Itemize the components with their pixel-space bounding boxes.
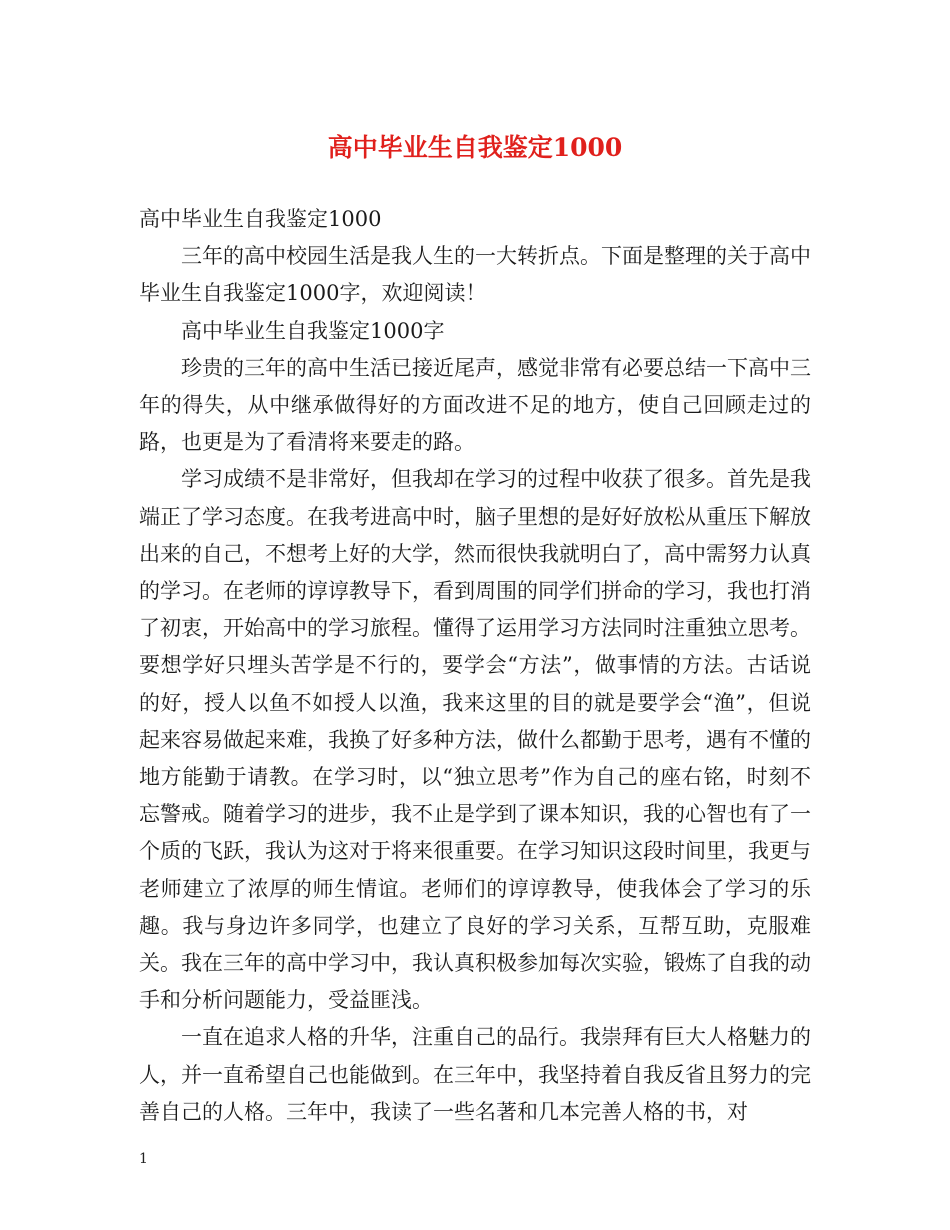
intro-paragraph: 三年的高中校园生活是我人生的一大转折点。下面是整理的关于高中毕业生自我鉴定1000字，欢迎阅读！ [139, 244, 811, 306]
body-paragraph: 珍贵的三年的高中生活已接近尾声，感觉非常有必要总结一下高中三年的得失，从中继承做得好的方面改进不足的地方，使自己回顾走过的路，也更是为了看清将来要走的路。 [139, 355, 811, 455]
body-paragraph: 学习成绩不是非常好，但我却在学习的过程中收获了很多。首先是我端正了学习态度。在我考进高中时，脑子里想的是好好放松从重压下解放出来的自己，不想考上好的大学，然而很快我就明白了，高中需努力认真的学习。在老师的谆谆教导下，看到周围的同学们拼命的学习，我也打消了初衷，开始高中的学习旅程。懂得了运用学习方法同时注重独立思考。要想学好只埋头苦学是不行的，要学会“方法”，做事情的方法。古话说的好，授人以鱼不如授人以渔，我来这里的目的就是要学会“渔”，但说起来容易做起来难，我换了好多种方法，做什么都勤于思考，遇有不懂的地方能勤于请教。在学习时，以“独立思考”作为自己的座右铭，时刻不忘警戒。随着学习的进步，我不止是学到了课本知识，我的心智也有了一个质的飞跃，我认为这对于将来很重要。在学习知识这段时间里，我更与老师建立了浓厚的师生情谊。老师们的谆谆教导，使我体会了学习的乐趣。我与身边许多同学，也建立了良好的学习关系，互帮互助，克服难关。我在三年的高中学习中，我认真积极参加每次实验，锻炼了自我的动手和分析问题能力，受益匪浅。 [139, 467, 811, 1013]
page-number: 1 [139, 1151, 148, 1167]
document-body [139, 201, 811, 1131]
body-paragraph: 一直在追求人格的升华，注重自己的品行。我崇拜有巨大人格魅力的人，并一直希望自己也能做到。在三年中，我坚持着自我反省且努力的完善自己的人格。三年中，我读了一些名著和几本完善人格的书，对 [139, 1025, 811, 1124]
document-title: 高中毕业生自我鉴定1000 [327, 133, 623, 162]
subtitle-line: 高中毕业生自我鉴定1000 [139, 207, 382, 231]
section-heading: 高中毕业生自我鉴定1000字 [181, 318, 445, 343]
